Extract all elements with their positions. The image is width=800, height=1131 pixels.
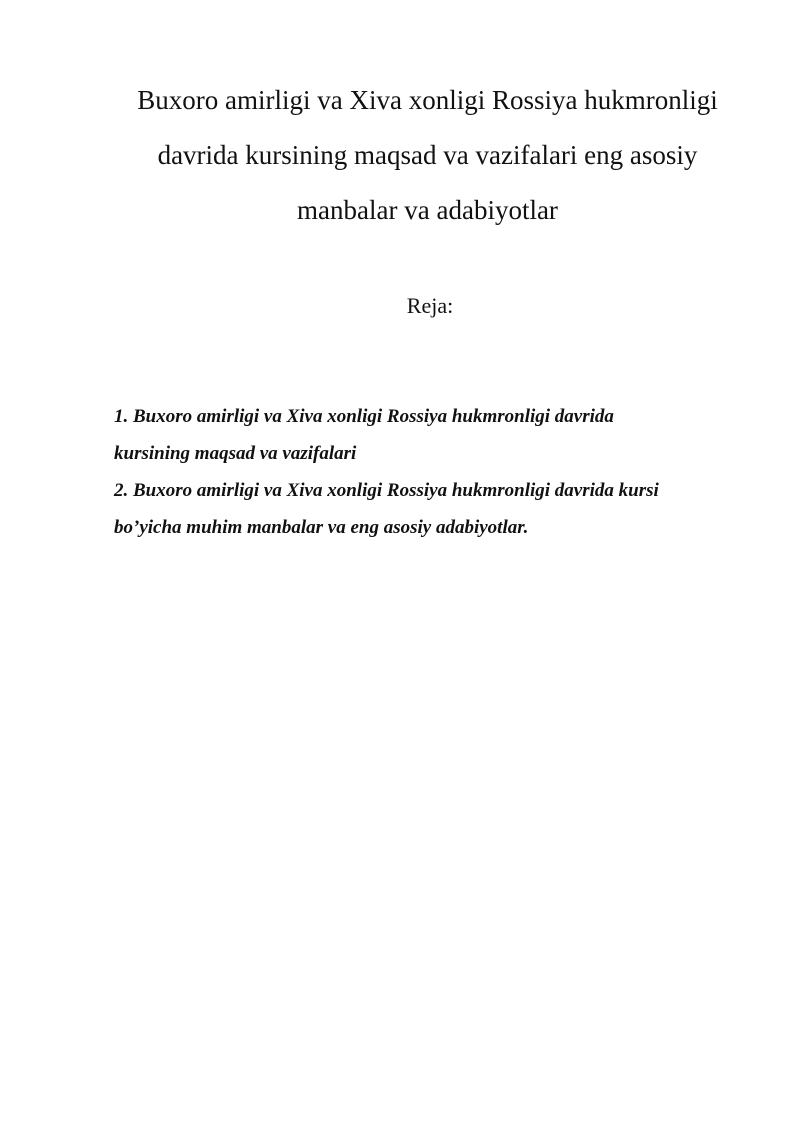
plan-heading: Reja: <box>406 293 454 318</box>
plan-item-line: 2. Buxoro amirligi va Xiva xonligi Rossiya hukmronligi davrida kursi <box>114 480 659 501</box>
document-title <box>100 73 755 238</box>
plan-list <box>114 398 754 546</box>
plan-item <box>114 472 754 546</box>
plan-item-line: bo’yicha muhim manbalar va eng asosiy adabiyotlar. <box>114 517 529 538</box>
plan-item <box>114 398 754 472</box>
title-line: Buxoro amirligi va Xiva xonligi Rossiya hukmronligi <box>137 85 718 115</box>
plan-item-line: 1. Buxoro amirligi va Xiva xonligi Rossiya hukmronligi davrida <box>114 406 614 427</box>
plan-item-line: kursining maqsad va vazifalari <box>114 443 357 464</box>
title-line: davrida kursining maqsad va vazifalari eng asosiy <box>157 140 698 170</box>
title-line: manbalar va adabiyotlar <box>297 195 558 225</box>
